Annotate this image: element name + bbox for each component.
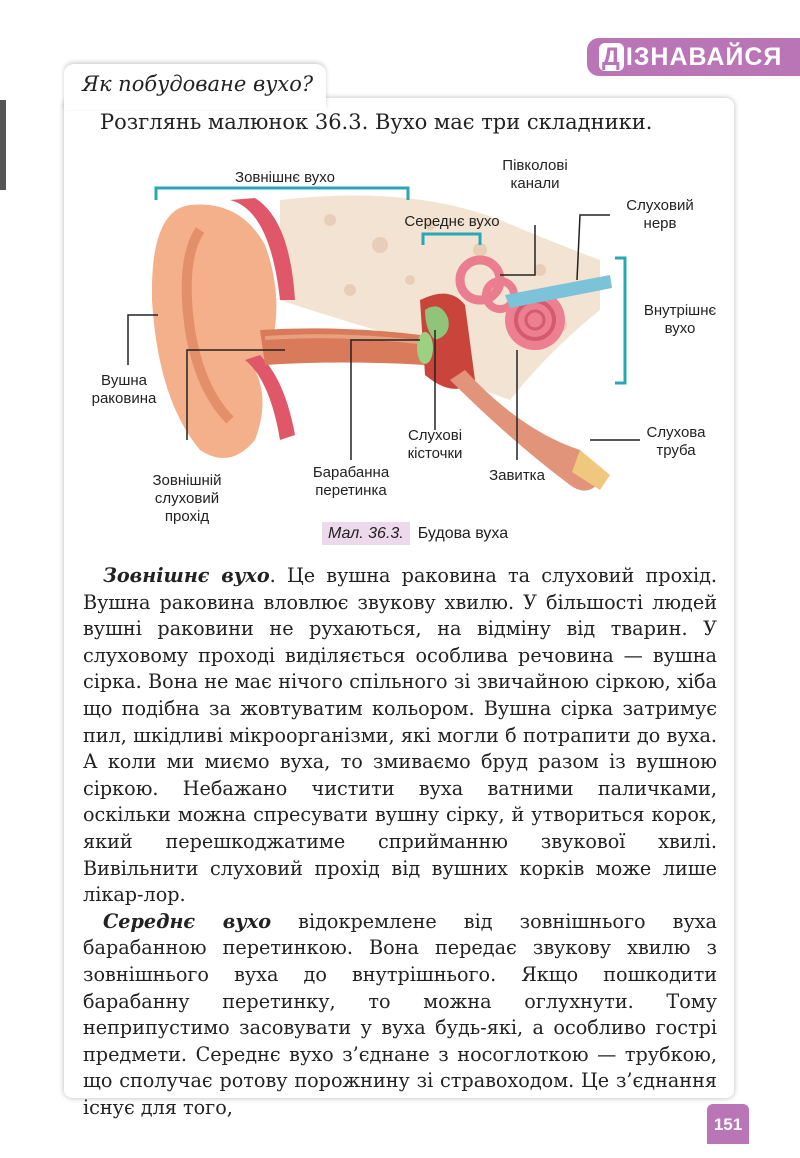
inner-ear-label-line1: Внутрішнє	[643, 302, 717, 319]
paragraph-outer-ear-text: . Це вушна раковина та слуховий прохід. Вушна раковина вловлює звукову хвилю. У більшості людей вушні раковини не рухаються, на відміну від тварин. У слуховому проході виділяється особлива речовина — вушна сірка. Вона не має нічого спільного зі звичайною сіркою, хіба що подібна за жовтуватим кольором. Вушна сірка затримує пил, шкідливі мікроорганізми, які могли б потрапити до вуха. А коли ми миємо вуха, то змиваємо бруд разом із вушною сіркою. Небажано чистити вуха ватними паличками, оскільки можна спресувати вушну сірку, й утвориться корок, який перешкоджатиме сприйманню звукової хвилі. Вивільнити слуховий прохід від вушних корків може лише лікар-лор.	[83, 564, 717, 907]
canal-label-line1: Зовнішній	[152, 472, 222, 489]
figure-caption	[322, 525, 508, 543]
intro-text: Розглянь малюнок 36.3. Вухо має три складники.	[100, 110, 653, 134]
eardrum-label-line1: Барабанна	[312, 464, 390, 481]
ear-diagram	[80, 150, 730, 550]
ear-canal-shape	[260, 328, 425, 365]
term-outer-ear: Зовнішнє вухо	[103, 564, 270, 587]
badge-first-letter: Д	[599, 43, 624, 71]
pinna-label-line2: раковина	[91, 390, 157, 407]
eardrum-label-line2: перетинка	[315, 482, 387, 499]
section-title: Як побудоване вухо?	[82, 72, 314, 96]
nerve-label-line1: Слуховий	[626, 197, 694, 214]
page-number: 151	[707, 1104, 749, 1144]
canals-label-line2: канали	[510, 175, 560, 192]
section-badge	[587, 38, 800, 76]
term-middle-ear: Середнє вухо	[103, 909, 272, 933]
caption-text: Будова вуха	[417, 525, 509, 542]
tube-label-line2: труба	[656, 442, 696, 459]
body-text	[83, 563, 717, 1121]
middle-ear-label: Середнє вухо	[404, 213, 500, 230]
ossicles-label-line1: Слухові	[407, 427, 463, 444]
pinna-label-line1: Вушна	[101, 372, 147, 389]
inner-ear-label-line2: вухо	[664, 320, 696, 337]
ossicles-label-line2: кісточки	[407, 445, 463, 462]
inner-ear-bracket	[615, 258, 625, 383]
badge-text: ІЗНАВАЙСЯ	[625, 43, 783, 71]
pinna-shape	[152, 205, 277, 459]
paragraph-middle-ear-text: відокремлене від зовнішнього вуха барабанною перетинкою. Вона передає звукову хвилю з зовнішнього вуха до внутрішнього. Якщо пошкодити барабанну перетинку, то можна оглухнути. Тому неприпустимо засовувати у вуха будь-які, а особливо гострі предмети. Середнє вухо з’єднане з носоглоткою — трубкою, що сполучає ротову порожнину зі стравоходом. Це з’єднання існує для того,	[83, 909, 717, 1119]
canal-label-line3: прохід	[164, 508, 210, 525]
caption-label: Мал. 36.3.	[322, 522, 410, 545]
canals-label-line1: Півколові	[502, 157, 568, 174]
cochlea-label: Завитка	[489, 467, 545, 484]
page-edge-marker	[0, 100, 6, 190]
nerve-label-line2: нерв	[643, 215, 677, 232]
tube-label-line1: Слухова	[646, 424, 706, 441]
outer-ear-label: Зовнішнє вухо	[235, 169, 335, 186]
paragraph-middle-ear	[83, 909, 717, 1122]
canal-label-line2: слуховий	[154, 490, 220, 507]
paragraph-outer-ear	[83, 563, 717, 909]
